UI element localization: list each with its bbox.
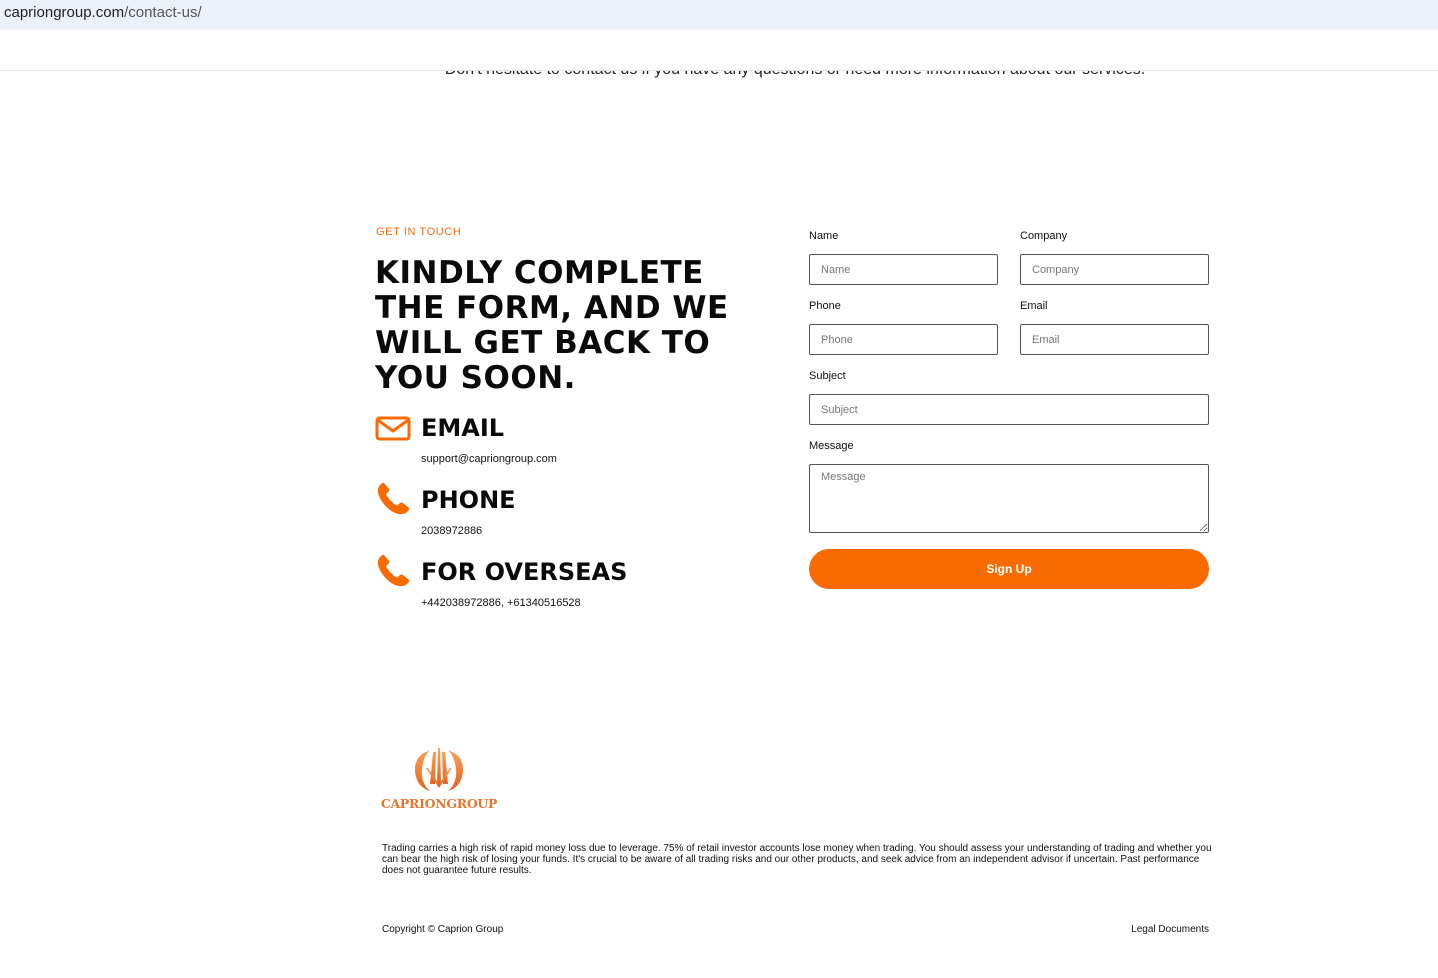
contact-phone-title: PHONE — [421, 486, 516, 514]
url-text[interactable] — [4, 4, 202, 22]
company-input[interactable] — [1020, 254, 1209, 285]
logo-emblem-icon — [380, 742, 498, 794]
url-domain: capriongroup.com — [4, 4, 125, 21]
message-label: Message — [809, 440, 854, 452]
email-input[interactable] — [1020, 324, 1209, 355]
email-label: Email — [1020, 300, 1048, 312]
section-eyebrow: GET IN TOUCH — [376, 226, 462, 238]
phone-icon — [375, 552, 411, 588]
subject-label: Subject — [809, 370, 846, 382]
copyright-text: Copyright © Caprion Group — [382, 924, 504, 935]
envelope-icon — [375, 414, 411, 450]
phone-icon — [375, 480, 411, 516]
logo-wordmark: CAPRIONGROUP — [380, 796, 498, 811]
contact-email-title: EMAIL — [421, 414, 505, 442]
phone-label: Phone — [809, 300, 841, 312]
company-label: Company — [1020, 230, 1068, 242]
contact-overseas-title: FOR OVERSEAS — [421, 558, 628, 586]
site-header — [0, 30, 1438, 71]
contact-overseas-value[interactable]: +442038972886, +61340516528 — [421, 597, 581, 609]
contact-phone-value[interactable]: 2038972886 — [421, 525, 483, 537]
legal-documents-link[interactable]: Legal Documents — [1131, 924, 1209, 935]
caprion-logo[interactable] — [380, 742, 498, 814]
risk-disclaimer: Trading carries a high risk of rapid money loss due to leverage. 75% of retail investor accounts lose money when trading. You should assess your understanding of trading and whether you can bear the high risk of losing your funds. It's crucial to be aware of all trading risks and our other products, and seek advice from an independent advisor if uncertain. Past performance does not guarantee future results. — [382, 843, 1212, 876]
name-label: Name — [809, 230, 839, 242]
sign-up-button[interactable]: Sign Up — [809, 549, 1209, 589]
phone-input[interactable] — [809, 324, 998, 355]
message-textarea[interactable] — [809, 464, 1209, 533]
url-path: /contact-us/ — [124, 4, 202, 21]
contact-email-value[interactable]: support@capriongroup.com — [421, 453, 557, 465]
subject-input[interactable] — [809, 394, 1209, 425]
browser-address-bar[interactable] — [0, 0, 1438, 30]
contact-headline: KINDLY COMPLETE THE FORM, AND WE WILL GET BACK TO YOU SOON. — [375, 255, 729, 396]
name-input[interactable] — [809, 254, 998, 285]
